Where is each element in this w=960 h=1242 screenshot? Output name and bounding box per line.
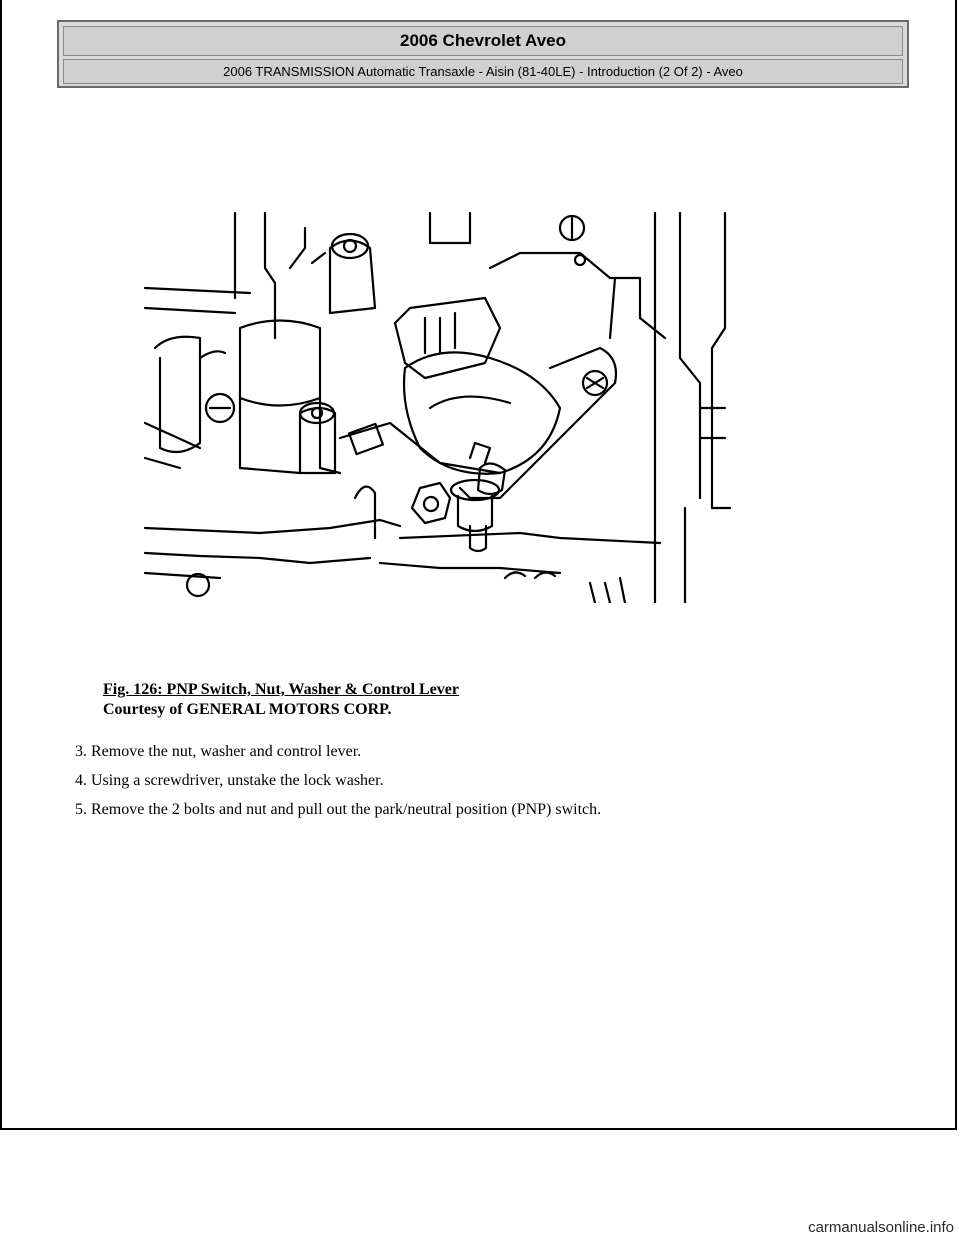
figure-caption-title: Fig. 126: PNP Switch, Nut, Washer & Control Lever (103, 681, 459, 698)
step-text: Using a screwdriver, unstake the lock washer. (91, 772, 384, 789)
step-number: 5. (75, 801, 87, 818)
step-number: 3. (75, 743, 87, 760)
figure-caption (103, 680, 803, 720)
step-item (75, 742, 935, 762)
step-text: Remove the 2 bolts and nut and pull out the park/neutral position (PNP) switch. (91, 801, 602, 818)
step-number: 4. (75, 772, 87, 789)
figure-credit: Courtesy of GENERAL MOTORS CORP. (103, 701, 392, 718)
step-item (75, 771, 935, 791)
document-header (57, 20, 909, 88)
procedure-steps (75, 742, 935, 829)
header-title: 2006 Chevrolet Aveo (63, 26, 903, 56)
watermark: carmanualsonline.info (808, 1219, 954, 1236)
step-item (75, 800, 935, 820)
header-subtitle: 2006 TRANSMISSION Automatic Transaxle - Aisin (81-40LE) - Introduction (2 Of 2) - Aveo (63, 59, 903, 84)
step-text: Remove the nut, washer and control lever. (91, 743, 362, 760)
pnp-switch-illustration (140, 208, 740, 603)
